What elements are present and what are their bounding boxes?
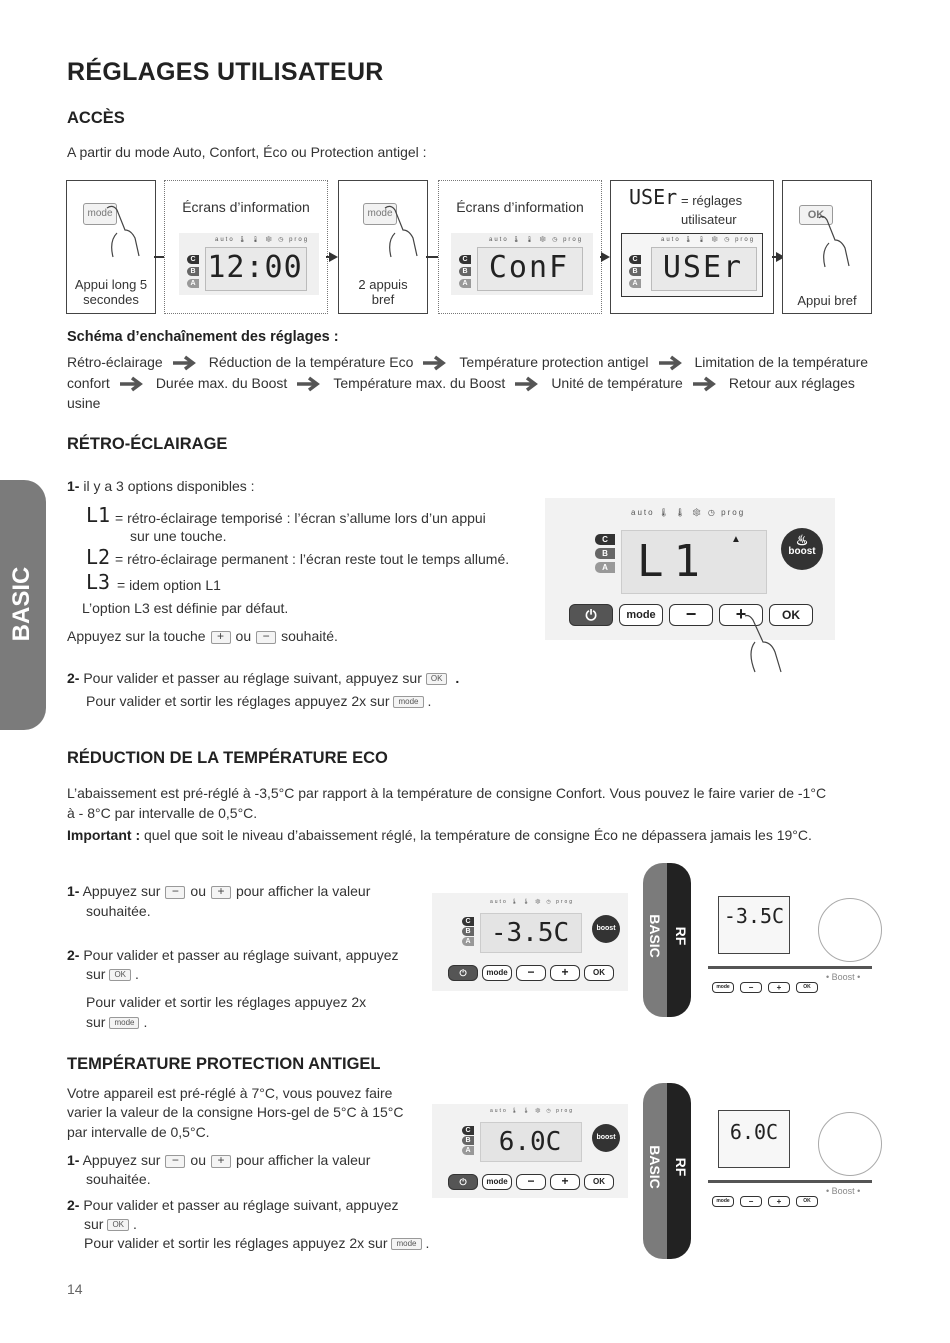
antigel-step2c: Pour valider et sortir les réglages appuyez 2x sur mode . — [84, 1235, 430, 1251]
mode-key-1: mode — [83, 203, 117, 225]
option-l2-code: L2 — [86, 545, 111, 569]
minus-button[interactable]: − — [516, 965, 546, 981]
mode-key-2: mode — [363, 203, 397, 225]
antigel-step1: 1- Appuyez sur − ou + pour afficher la valeur — [67, 1152, 371, 1168]
arrow-icon — [173, 355, 199, 371]
hand-icon — [815, 213, 865, 273]
boost-button[interactable]: boost — [592, 915, 620, 943]
power-button[interactable]: ⏻ — [448, 1174, 478, 1190]
schema-chain — [67, 352, 879, 414]
step2-label: 2 appuis bref — [358, 277, 408, 307]
plus-key-icon: + — [211, 631, 231, 644]
hand-icon — [375, 203, 425, 263]
plus-button[interactable]: + — [550, 965, 580, 981]
eco-important: Important : quel que soit le niveau d’abaissement réglé, la température de consigne Éco ne dépassera jamais les 19°C. — [67, 827, 812, 843]
retro-step1: 1- il y a 3 options disponibles : — [67, 478, 255, 494]
minus-button[interactable]: − — [740, 1196, 762, 1207]
lcd-display-3: USEr — [662, 250, 744, 285]
level-c: C — [462, 1126, 474, 1135]
eco-device — [432, 893, 628, 991]
power-button[interactable]: ⏻ — [569, 604, 613, 626]
step4-box — [782, 180, 872, 314]
mode-button[interactable]: mode — [712, 982, 734, 993]
option-l1-text: = rétro-éclairage temporisé : l’écran s’allume lors d’un appui — [115, 510, 486, 526]
option-l1-text2: sur une touche. — [130, 528, 227, 544]
arrow-icon — [423, 355, 449, 371]
eco-p1b: à - 8°C par intervalle de 0,5°C. — [67, 805, 258, 821]
ok-button[interactable]: OK — [584, 965, 614, 981]
eco-heading: RÉDUCTION DE LA TEMPÉRATURE ECO — [67, 749, 388, 767]
antigel-rf-lcd: 6.0C — [729, 1120, 779, 1144]
mode-button[interactable]: mode — [482, 1174, 512, 1190]
user-desc: = réglages utilisateur — [681, 193, 743, 227]
level-b-2: B — [459, 267, 471, 276]
eco-step2: 2- Pour valider et passer au réglage suivant, appuyez — [67, 947, 399, 963]
schema-item: Retour aux réglages usine — [67, 374, 855, 411]
side-tab-basic — [0, 480, 46, 730]
ok-button[interactable]: OK — [796, 1196, 818, 1207]
arrow-icon — [120, 376, 146, 392]
hand-icon — [741, 614, 801, 674]
level-c-3: C — [629, 255, 641, 264]
antigel-rf-boost: • Boost • — [826, 1186, 861, 1196]
device-icons: auto 🌡 🌡 ❄ ◷ prog — [631, 508, 746, 517]
schema-item: Unité de température — [551, 374, 683, 391]
antigel-step2: 2- Pour valider et passer au réglage suivant, appuyez — [67, 1197, 399, 1213]
eco-step1b: souhaitée. — [86, 903, 151, 919]
level-c-1: C — [187, 255, 199, 264]
schema-item: Limitation de la température confort — [67, 354, 869, 391]
level-a-3: A — [629, 279, 641, 288]
antigel-rf-device — [708, 1106, 872, 1216]
antigel-heading: TEMPÉRATURE PROTECTION ANTIGEL — [67, 1055, 381, 1073]
level-a-1: A — [187, 279, 199, 288]
arrow-icon — [693, 376, 719, 392]
arrow-icon — [297, 376, 323, 392]
arrow-icon — [659, 355, 685, 371]
mode-button[interactable]: mode — [619, 604, 663, 626]
mode-key-icon: mode — [391, 1238, 421, 1250]
level-c: C — [595, 534, 615, 545]
device-icons: auto 🌡 🌡 ❄ ◷ prog — [490, 899, 575, 905]
device-icons: auto 🌡 🌡 ❄ ◷ prog — [490, 1108, 575, 1114]
user-box — [610, 180, 774, 314]
info-screen-1 — [164, 180, 328, 314]
power-button[interactable]: ⏻ — [448, 965, 478, 981]
plus-button[interactable]: + — [768, 982, 790, 993]
level-a: A — [595, 562, 615, 573]
boost-button[interactable]: boost — [592, 1124, 620, 1152]
minus-key-icon: − — [165, 1155, 185, 1168]
eco-p1: L’abaissement est pré-réglé à -3,5°C par rapport à la température de consigne Confort. Vous pouvez le faire varier de -1°C — [67, 785, 827, 801]
level-c-2: C — [459, 255, 471, 264]
ok-button[interactable]: OK — [769, 604, 813, 626]
antigel-p3: par intervalle de 0,5°C. — [67, 1124, 210, 1140]
antigel-step2b: sur OK . — [84, 1216, 137, 1232]
minus-button[interactable]: − — [669, 604, 713, 626]
eco-lcd: -3.5C — [490, 918, 570, 948]
retro-lcd: L1 — [637, 536, 710, 587]
mode-button[interactable]: mode — [482, 965, 512, 981]
lcd-display-1: 12:00 — [207, 250, 303, 285]
option-l3-text: = idem option L1 — [117, 577, 221, 593]
default-text: L’option L3 est définie par défaut. — [82, 600, 289, 616]
info-title-2: Écrans d’information — [456, 199, 584, 215]
schema-heading: Schéma d’enchaînement des réglages : — [67, 329, 339, 345]
ok-key-icon: OK — [426, 673, 448, 685]
eco-rf-lcd: -3.5C — [723, 904, 785, 928]
info-screen-2 — [438, 180, 602, 314]
mode-key-icon: mode — [393, 696, 423, 708]
eco-rf-device — [708, 890, 872, 1000]
tab-basic-label: BASIC — [647, 1145, 663, 1189]
ok-button[interactable]: OK — [584, 1174, 614, 1190]
ok-button[interactable]: OK — [796, 982, 818, 993]
plus-button[interactable]: + — [719, 604, 763, 626]
antigel-lcd: 6.0C — [498, 1127, 562, 1157]
retro-heading: RÉTRO-ÉCLAIRAGE — [67, 435, 228, 453]
boost-button[interactable]: ♨ boost — [781, 528, 823, 570]
step2-box — [338, 180, 428, 314]
tab-rf-label: RF — [673, 926, 689, 946]
schema-item: Réduction de la température Eco — [208, 354, 414, 370]
lcd-display-2: ConF — [488, 250, 570, 285]
eco-step3: Pour valider et sortir les réglages appuyez 2x — [86, 994, 367, 1010]
level-a: A — [462, 937, 474, 946]
ok-key-icon: OK — [109, 969, 131, 981]
minus-button[interactable]: − — [516, 1174, 546, 1190]
schema-item: Température protection antigel — [459, 354, 649, 370]
level-c: C — [462, 917, 474, 926]
level-a-2: A — [459, 279, 471, 288]
schema-item: Rétro-éclairage — [67, 354, 163, 370]
tab-rf-label: RF — [673, 1157, 689, 1177]
option-l3-code: L3 — [86, 570, 111, 594]
minus-key-icon: − — [165, 886, 185, 899]
level-b: B — [595, 548, 615, 559]
step1-box — [66, 180, 156, 314]
tab-basic-label: BASIC — [647, 914, 663, 958]
info-title-1: Écrans d’information — [182, 199, 310, 215]
antigel-p1: Votre appareil est pré-réglé à 7°C, vous pouvez faire — [67, 1085, 393, 1101]
page-number: 14 — [67, 1281, 83, 1297]
retro-device: auto 🌡 🌡 ❄ ◷ prog C B A L1 ▲ ♨ boost ⏻ mode − + OK — [545, 498, 835, 640]
step1-label: Appui long 5 secondes — [74, 277, 148, 307]
eco-step1: 1- Appuyez sur − ou + pour afficher la valeur — [67, 883, 371, 899]
lcd-icons-1: auto 🌡 🌡 ❄ ◷ prog — [215, 237, 310, 243]
ok-key: OK — [799, 205, 833, 225]
level-b: B — [462, 927, 474, 936]
antigel-device — [432, 1104, 628, 1198]
eco-step3b: sur mode . — [86, 1014, 148, 1030]
minus-button[interactable]: − — [740, 982, 762, 993]
eco-basic-rf-tab — [643, 863, 691, 1017]
antigel-p2: varier la valeur de la consigne Hors-gel de 5°C à 15°C — [67, 1104, 404, 1120]
arrow-icon — [515, 376, 541, 392]
level-a: A — [462, 1146, 474, 1155]
level-b-1: B — [187, 267, 199, 276]
minus-key-icon: − — [256, 631, 276, 644]
level-b: B — [462, 1136, 474, 1145]
option-l2-text: = rétro-éclairage permanent : l’écran reste tout le temps allumé. — [115, 551, 510, 567]
option-l1-code: L1 — [86, 503, 111, 527]
hand-icon — [97, 203, 147, 263]
antigel-basic-rf-tab — [643, 1083, 691, 1259]
retro-press: Appuyez sur la touche + ou − souhaité. — [67, 628, 338, 644]
acces-intro: A partir du mode Auto, Confort, Éco ou Protection antigel : — [67, 144, 427, 160]
user-code: USEr — [629, 185, 678, 209]
schema-item: Température max. du Boost — [333, 374, 506, 391]
mode-button[interactable]: mode — [712, 1196, 734, 1207]
acces-heading: ACCÈS — [67, 109, 125, 127]
side-tab-label: BASIC — [8, 566, 35, 642]
eco-step2b: sur OK . — [86, 966, 139, 982]
plus-button[interactable]: + — [550, 1174, 580, 1190]
ok-key-icon: OK — [107, 1219, 129, 1231]
antigel-step1b: souhaitée. — [86, 1171, 151, 1187]
eco-rf-boost: • Boost • — [826, 972, 861, 982]
plus-button[interactable]: + — [768, 1196, 790, 1207]
plus-key-icon: + — [211, 886, 231, 899]
schema-item: Durée max. du Boost — [155, 374, 288, 391]
plus-key-icon: + — [211, 1155, 231, 1168]
lcd-icons-2: auto 🌡 🌡 ❄ ◷ prog — [489, 237, 584, 243]
page-title: RÉGLAGES UTILISATEUR — [67, 58, 384, 86]
level-b-3: B — [629, 267, 641, 276]
retro-step2: 2- Pour valider et passer au réglage suivant, appuyez sur OK . — [67, 670, 460, 686]
lcd-icons-3: auto 🌡 🌡 ❄ ◷ prog — [661, 237, 756, 243]
step4-label: Appui bref — [797, 293, 857, 308]
mode-key-icon: mode — [109, 1017, 139, 1029]
retro-step2b: Pour valider et sortir les réglages appuyez 2x sur mode . — [86, 693, 432, 709]
